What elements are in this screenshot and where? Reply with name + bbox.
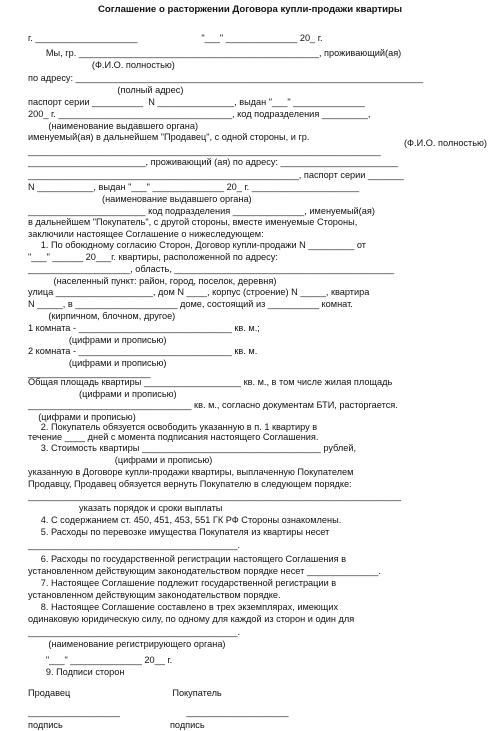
document-line: "___" ______ 20___г. квартиры, расположенной по адресу:	[28, 252, 278, 262]
document-line: 8. Настоящее Соглашение составлено в трех экземплярах, имеющих	[28, 602, 339, 612]
document-line: _____________________________________________________________________	[28, 146, 381, 156]
document-line: 3. Стоимость квартиры ___________________________________ рублей,	[28, 443, 357, 453]
document-line: по адресу: ____________________________________________________________________	[28, 73, 424, 83]
document-line: 2 комната - ______________________________ кв. м.	[28, 346, 258, 356]
document-line: 1 комната - ______________________________ кв. м.;	[28, 323, 260, 333]
document-line: 7. Настоящее Соглашение подлежит государственной регистрации в	[28, 578, 337, 588]
document-line: _________________________________________.	[28, 627, 241, 637]
document-line: указать порядок и сроки выплаты	[28, 503, 223, 513]
document-line: _______________________ код подразделения ______________, именуемый(ая)	[28, 206, 375, 216]
document-line: установленном действующим законодательством порядке несет ______________.	[28, 566, 381, 576]
document-line: (населенный пункт: район, город, поселок, деревня)	[28, 276, 277, 286]
document-title: Соглашение о расторжении Договора купли-продажи квартиры	[97, 4, 403, 15]
document-line: паспорт серии __________ N _______________, выдан "___" ______________	[28, 97, 365, 107]
buyer-fio-note: (Ф.И.О. полностью)	[404, 138, 487, 148]
document-line: (наименование выдавшего органа)	[28, 194, 252, 204]
document-line: установленном действующим законодательством порядке.	[28, 590, 281, 600]
document-line: в дальнейшем "Покупатель", с другой стороны, вместе именуемые Стороны,	[28, 217, 358, 227]
document-line: (кирпичном, блочном, другое)	[28, 311, 176, 321]
document-line: (Ф.И.О. полностью)	[0, 60, 175, 70]
document-line: _________________________________________________________________________	[28, 491, 402, 501]
document-line: одинаковую юридическую силу, по одному для каждой из сторон и один для	[28, 614, 355, 624]
document-line: (полный адрес)	[0, 85, 184, 95]
document-line: 5. Расходы по перевозке имущества Покупателя из квартиры несет	[28, 527, 330, 537]
document-line: (цифрами и прописью)	[28, 412, 136, 422]
document-line: подпись подпись	[28, 720, 205, 730]
document-line: _______________________, проживающий (ая) по адресу: _______________________	[28, 157, 399, 167]
document-line: 9. Подписи сторон	[28, 667, 125, 677]
document-line: 2. Покупатель обязуется освободить указанную в п. 1 квартиру в	[28, 422, 318, 432]
document-line: (цифрами и прописью)	[28, 389, 177, 399]
document-line: ____________________, область, ___________________________________________	[28, 264, 395, 274]
document-line: указанную в Договоре купли-продажи квартиры, выплаченную Покупателем	[28, 467, 354, 477]
document-line: 6. Расходы по государственной регистрации настоящего Соглашения в	[28, 554, 347, 564]
document-line: "___" ______________ 20__ г.	[28, 655, 173, 665]
document-line: (цифрами и прописью)	[28, 358, 167, 368]
document-line: Продавец Покупатель	[28, 688, 222, 698]
document-line: Мы, гр. _______________________________________________, проживающий(ая)	[28, 48, 402, 58]
document-line: N _____, в ____________________ доме, состоящий из __________ комнат.	[28, 299, 353, 309]
document-line: (цифрами и прописью)	[28, 335, 167, 345]
document-line: (наименование регистрирующего органа)	[28, 639, 226, 649]
document-line: ________________________________ кв. м., согласно документам БТИ, расторгается.	[28, 400, 398, 410]
document-line: Продавцу, Продавец обязуется вернуть Покупателю в следующем порядке:	[28, 479, 352, 489]
document-line: 4. С содержанием ст. 450, 451, 453, 551 ГК РФ Стороны ознакомлены.	[28, 515, 342, 525]
document-line: течение ____ дней с момента подписания настоящего Соглашения.	[28, 432, 319, 442]
document-line: __________________ ____________________	[28, 707, 289, 717]
document-line: _____________________________________________________, паспорт серии _______	[28, 170, 404, 180]
document-line: (цифрами и прописью)	[28, 455, 213, 465]
document-line: 200_ г. __________________________________, код подразделения _________,	[28, 109, 371, 119]
document-line: улица ___________________, дом N ____, корпус (строение) N _____, квартира	[28, 287, 370, 297]
document-line: заключили настоящее Соглашение о нижеследующем:	[28, 229, 264, 239]
document-line: ________________________	[28, 368, 151, 378]
document-line: (наименование выдавшего органа)	[28, 121, 199, 131]
document-line: г. ____________________ "___" ______________ 20_ г.	[28, 33, 323, 43]
document-line: N ___________, выдан "___" ______________ 20_ г. _____________________	[28, 182, 360, 192]
document-line: именуемый(ая) в дальнейшем "Продавец", с одной стороны, и гр.	[28, 132, 310, 142]
document-line: Общая площадь квартиры ___________________ кв. м., в том числе жилая площадь	[28, 377, 393, 387]
document-line: _________________________________________.	[28, 540, 241, 550]
document-line: 1. По обоюдному согласию Сторон, Договор купли-продажи N _________ от	[28, 240, 366, 250]
